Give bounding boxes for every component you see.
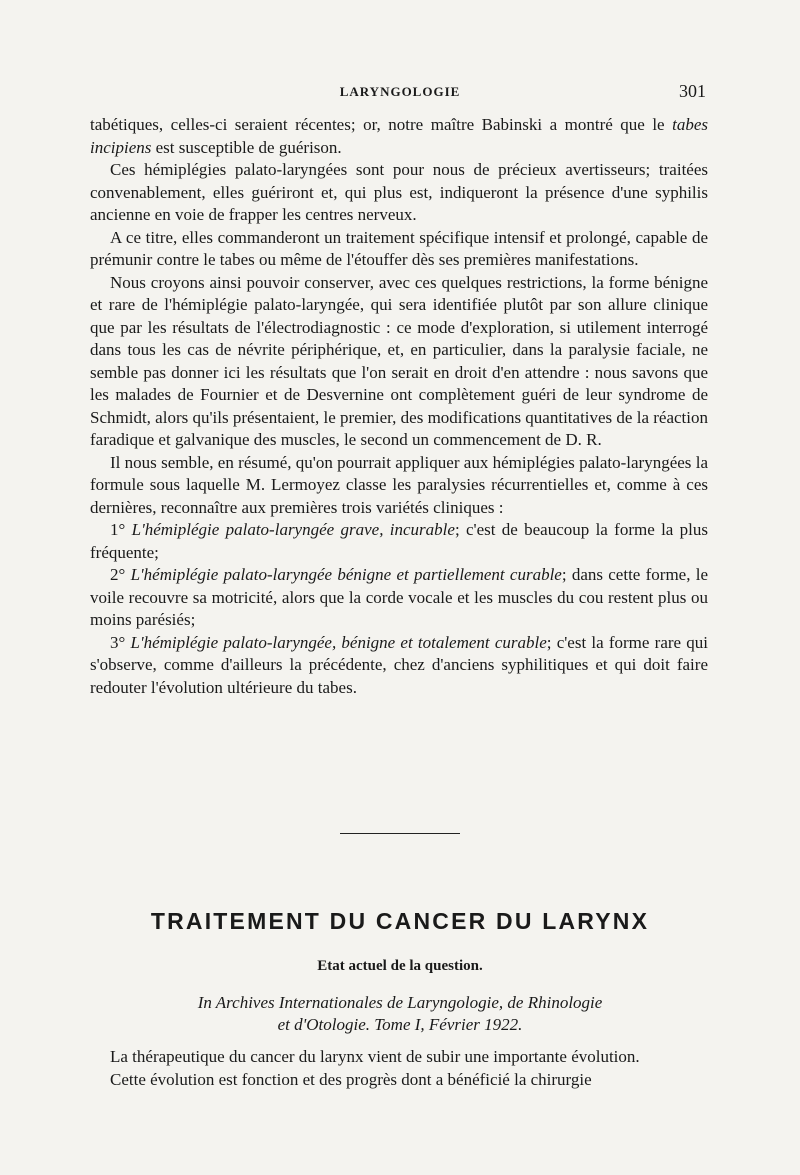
paragraph-4: Nous croyons ainsi pouvoir conserver, avec ces quelques restrictions, la forme bénigne et rare de l'hémiplégie palato-laryngée, qui sera identifiée plutôt par son allure clinique que par les résultats de l'électrodiagnostic : ce mode d'exploration, si utilement interrogé dans tous les cas de névrite périphérique, et, en particulier, dans la paralysie faciale, ne semble pas donner ici les résultats que l'on serait en droit d'en attendre : nous savons que les malades de Fournier et de Desvernine ont complètement guéri de leur syndrome de Schmidt, alors qu'ils présentaient, le premier, des modifications quantitatives de la réaction faradique et galvanique des muscles, le second un commencement de D. R. xyxy=(90,272,708,449)
paragraph-1-italic: tabes incipiens xyxy=(90,115,708,157)
paragraph-2: Ces hémiplégies palato-laryngées sont pour nous de précieux avertisseurs; traitées convenablement, elles guériront et, qui plus est, indiqueront la présence d'une syphilis ancienne en voie de frapper les centres nerveux. xyxy=(90,160,708,224)
article-title: TRAITEMENT DU CANCER DU LARYNX xyxy=(150,908,650,934)
page-header xyxy=(90,81,710,106)
list-item-3-number: 3° xyxy=(110,632,131,652)
article-paragraph-2: Cette évolution est fonction et des progrès dont a bénéficié la chirurgie xyxy=(110,1069,592,1089)
list-item-3 xyxy=(90,632,708,700)
body-text xyxy=(90,114,708,699)
article-subtitle: Etat actuel de la question. xyxy=(317,958,483,974)
paragraph-1-text-c: est susceptible de guérison. xyxy=(151,137,342,157)
list-item-2-title: L'hémiplégie palato-laryngée bénigne et partiellement curable xyxy=(130,565,562,584)
list-item-1-text: ; c'est de beaucoup la forme la plus fréquente; xyxy=(90,520,708,562)
list-item-3-title: L'hémiplégie palato-laryngée, bénigne et totalement curable xyxy=(130,632,547,652)
list-item-1 xyxy=(90,519,708,564)
list-item-2-text: ; dans cette forme, le voile recouvre sa motricité, alors que la corde vocale et les muscles du cou restent plus ou moins parésiés; xyxy=(90,565,708,629)
page-number: 301 xyxy=(679,81,706,101)
paragraph-3: A ce titre, elles commanderont un traitement spécifique intensif et prolongé, capable de prémunir contre le tabes ou même de l'étouffer dès ses premières manifestations. xyxy=(90,227,708,269)
list-item-1-number: 1° xyxy=(110,520,132,539)
running-title: LARYNGOLOGIE xyxy=(339,84,461,99)
list-item-1-title: L'hémiplégie palato-laryngée grave, incurable xyxy=(131,520,455,539)
paragraph-5: Il nous semble, en résumé, qu'on pourrait appliquer aux hémiplégies palato-laryngées la formule sous laquelle M. Lermoyez classe les paralysies récurrentielles et, comme à ces dernières, reconnaître aux premières trois variétés cliniques : xyxy=(90,452,708,517)
paragraph-1 xyxy=(90,114,708,159)
citation-line-2: et d'Otologie. Tome I, Février 1922. xyxy=(277,1015,523,1034)
list-item-3-text: ; c'est la forme rare qui s'observe, comme d'ailleurs la précédente, chez d'anciens syphilitiques et qui doit faire redouter l'évolution ultérieure du tabes. xyxy=(90,632,708,697)
section-divider xyxy=(340,833,460,834)
citation-line-1: In Archives Internationales de Laryngologie, de Rhinologie xyxy=(197,993,603,1012)
list-item-2 xyxy=(90,564,708,632)
paragraph-1-text-a: tabétiques, celles-ci seraient récentes; or, notre maître Babinski a montré que le xyxy=(90,115,673,134)
article-citation xyxy=(90,992,710,1036)
article-body xyxy=(90,1046,708,1091)
list-item-2-number: 2° xyxy=(110,565,131,584)
article-paragraph-1: La thérapeutique du cancer du larynx vient de subir une importante évolution. xyxy=(110,1047,640,1066)
